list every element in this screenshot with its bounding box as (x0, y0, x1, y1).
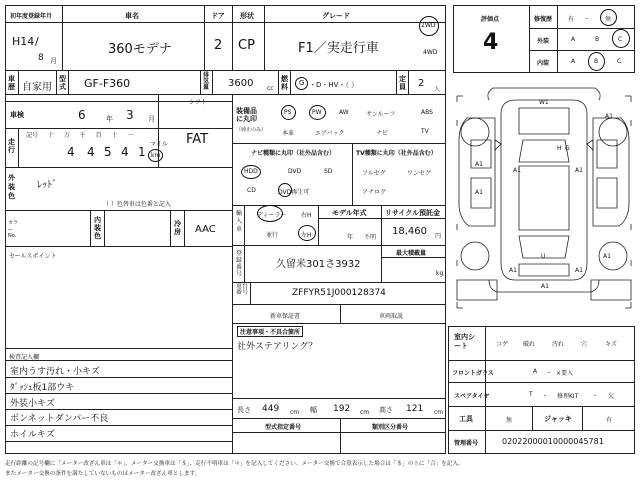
equip-pw: PW (312, 109, 322, 116)
seat-label: 室内シート (454, 333, 475, 350)
plate-label: 登録番号 (236, 250, 243, 278)
mark-a1-6: A1 (603, 253, 611, 260)
navi-dvd: DVD (288, 168, 302, 175)
mark-a1-3: A1 (513, 167, 521, 174)
height-label: 高さ (379, 406, 393, 414)
windshield-replace: ×要入 (556, 370, 574, 377)
mileage-digit-1: 4 (67, 145, 75, 159)
interior-grade-label: 内装 (537, 60, 550, 67)
inspection-month-unit: 月 (148, 115, 155, 123)
doors-label: ドア (211, 12, 225, 20)
score-label: 評価点 (481, 16, 500, 23)
spare-sep2: ・ (592, 393, 599, 400)
spare-label: スペアタイヤ (454, 393, 490, 400)
footer-line1: 走行距離の記号欄に「メーター改ざん車は「＊」、メーター交換車は「＄」、走行不明車は「＊」を記入してください。メーター交換で合算表示した場合は「＄」の上に「合」を記入。 (5, 461, 464, 467)
max-load-label: 最大積載量 (396, 250, 427, 257)
exterior-b: B (595, 36, 600, 43)
equip-leather: 本革 (282, 130, 295, 137)
seat-tear: 破れ (523, 341, 536, 348)
use-label: 車歴 (8, 75, 15, 91)
tv-oneseg: ワンセグ (407, 170, 432, 177)
model-value: 360モデナ (108, 42, 172, 57)
equip-label: 装備品に丸印 (236, 107, 257, 123)
inspector-note-5: ホイルキズ (10, 430, 55, 440)
chassis-value: ZFFYR51J000128374 (292, 288, 386, 298)
mgmt-value: 02022000010000045781 (502, 437, 604, 446)
recycle-label: リサイクル預託金 (385, 209, 441, 217)
first-reg-label: 初年度登録年月 (10, 13, 53, 20)
model-year-unknown: 不明 (364, 234, 377, 241)
grade-label: グレード (322, 12, 350, 20)
mark-g: G (565, 145, 570, 152)
ac-value: AAC (195, 224, 216, 235)
equip-aw: AW (339, 109, 349, 116)
width-unit: cm (360, 409, 370, 416)
mileage-label: 走行 (8, 138, 15, 154)
navi-cd: CD (247, 187, 256, 194)
first-reg-era: H14 (12, 35, 35, 48)
spare-sep1: ・ (542, 393, 549, 400)
mileage-digit-3: 5 (104, 145, 112, 159)
spare-kit: 修理KIT (557, 393, 579, 400)
equip-sub: （純正のみ） (236, 127, 267, 133)
first-reg-slash: / (35, 35, 39, 48)
repair-sep: ・ (584, 16, 591, 23)
drive-selected: 2WD (421, 22, 436, 29)
height-unit: cm (434, 409, 444, 416)
tv-label: TV種類に丸印（社外品含む） (356, 150, 437, 157)
mileage-digit-4: 4 (121, 145, 129, 159)
shift-label: シフト (189, 99, 208, 106)
plate-value: 久留米301さ3932 (276, 259, 361, 270)
equip-sunroof: サンルーフ (366, 111, 396, 118)
width-value: 192 (333, 404, 351, 414)
notes-label: 注意事項・不具合箇所 (237, 326, 303, 337)
docs-warranty: 新車保証書 (270, 313, 301, 320)
windshield-a: A (533, 368, 538, 375)
windshield-sep: ・ (546, 370, 553, 377)
tv-fullseg: フルセグ (362, 170, 386, 177)
exterior-a: A (571, 36, 576, 43)
navi-hdd: HDD (244, 168, 258, 175)
inspector-note-3: 外装小キズ (10, 399, 55, 409)
inspection-month: 3 (126, 108, 134, 122)
max-load-unit: kg (436, 270, 444, 277)
mark-a1-7: A1 (509, 267, 517, 274)
inspector-note-1: 室内うす汚れ・小キズ (10, 367, 100, 377)
length-unit: cm (290, 409, 300, 416)
fuel-rest: ・D・HV・（ ） (309, 81, 359, 89)
repair-label: 修復歴 (534, 16, 553, 23)
capacity-label: 定員 (399, 75, 406, 91)
seat-burn: コゲ (496, 341, 509, 348)
seat-hole: 穴 (581, 341, 588, 348)
exterior-label: 外装 (537, 38, 550, 45)
interior-label: 内装色 (94, 216, 101, 240)
inspection-label: 車検 (10, 111, 24, 119)
width-label: 幅 (310, 406, 317, 414)
sales-point-label: セールスポイント (9, 253, 57, 260)
inspector-note-2: ﾀﾞｯｼｭ板1部ウキ (10, 383, 75, 393)
seat-scratch: キズ (605, 341, 617, 348)
exterior-c: C (618, 36, 623, 43)
inspection-year-unit: 年 (106, 115, 113, 123)
body-type-value: CP (238, 38, 255, 53)
mileage-digit-2: 4 (87, 145, 95, 159)
inspector-note-4: ボンネットダンパー不良 (10, 414, 109, 424)
docs-manual: 車両取説 (379, 313, 404, 320)
tools-value: 無 (506, 417, 513, 424)
seat-stain: 汚れ (552, 341, 565, 348)
import-label: 輸入車 (236, 210, 243, 233)
recycle-value: 18,460 (392, 226, 427, 237)
mark-u: U (541, 253, 546, 260)
interior-grade-b: B (594, 58, 599, 65)
mark-a1-2: A1 (605, 113, 613, 120)
ac-label: 冷房 (174, 220, 181, 236)
equip-tv: TV (421, 128, 429, 135)
use-value: 自家用 (22, 82, 52, 93)
model-label: 車名 (125, 12, 139, 20)
mileage-header: 記号 十 万 千 百 十 一 (26, 132, 134, 139)
repair-yes: 有 (568, 16, 575, 23)
model-year-label: モデル年式 (332, 209, 367, 217)
mark-h: H (557, 145, 562, 152)
windshield-label: フロントガラス (452, 370, 494, 377)
mark-a1-5: A1 (475, 189, 483, 196)
jack-label: ジャッキ (544, 415, 572, 423)
capacity-unit: 人 (434, 86, 441, 93)
footer-line2: またメーター交換の条件を満たしていないものはメーター改ざん車とします。 (5, 471, 201, 477)
fuel-label: 燃料 (281, 75, 288, 91)
interior-grade-a: A (571, 58, 576, 65)
length-value: 449 (262, 404, 280, 414)
car-damage-diagram (453, 80, 635, 320)
navi-dvd-play: DVD再生可 (278, 189, 310, 196)
import-left: 左H (301, 232, 312, 239)
grade-value: F1／実走行車 (298, 41, 379, 56)
type-no-label: 型式指定番号 (265, 424, 302, 431)
capacity-value: 2 (418, 78, 425, 89)
import-right: 右H (301, 212, 312, 219)
recycle-unit: 円 (435, 233, 442, 240)
mileage-unit: km (151, 152, 161, 159)
mileage-digit-5: 1 (138, 145, 146, 159)
mark-a1-8: A1 (575, 267, 583, 274)
mgmt-label: 管理番号 (454, 440, 479, 447)
model-code-value: GF-F360 (84, 77, 131, 90)
shift-value: FAT (186, 132, 209, 147)
color-no-label: カラーNo. (8, 220, 19, 239)
inspection-year: 6 (78, 108, 86, 122)
color-note: （ ）色替車は色番と記入 (103, 201, 171, 208)
mark-a1-9: A1 (541, 283, 549, 290)
doors-value: 2 (214, 38, 223, 53)
model-year-year: 年 (347, 234, 354, 241)
length-label: 長さ (237, 406, 251, 414)
notes-value: 社外ステアリング？ (237, 342, 318, 352)
drive-alt: 4WD (423, 49, 438, 56)
repair-no: 無 (605, 16, 612, 23)
score-value: 4 (483, 30, 499, 55)
equip-abs: ABS (421, 109, 433, 116)
navi-sd: SD (324, 168, 333, 175)
navi-label: ナビ種類に丸印（社外品含む） (251, 150, 336, 157)
height-value: 121 (406, 404, 424, 414)
first-reg-month: 8 (38, 53, 44, 63)
mileage-unit-label: マイル (150, 141, 168, 148)
fuel-selected: G (299, 79, 305, 87)
mark-a1-4: A1 (575, 167, 583, 174)
equip-airbag: エアバック (315, 130, 345, 137)
body-type-label: 形状 (240, 12, 254, 20)
mark-a1-1: A1 (475, 161, 483, 168)
model-code-label: 型式 (59, 75, 66, 91)
equip-navi: ナビ (376, 130, 389, 137)
color-label: 外装色 (8, 174, 15, 200)
jack-value: 有 (606, 417, 613, 424)
color-value: ﾚｯﾄﾞ (37, 180, 57, 191)
displacement-value: 3600 (228, 78, 254, 89)
import-parallel: 並行 (266, 232, 279, 239)
tv-analog: アナログ (362, 189, 387, 196)
chassis-label: 車台番号 (236, 283, 249, 296)
import-dealer: ディーラー (257, 212, 287, 219)
tools-label: 工具 (459, 415, 473, 423)
mark-w1: W1 (539, 99, 549, 106)
class-no-label: 類別区分番号 (372, 424, 409, 431)
displacement-label: 排気量 (203, 72, 210, 91)
first-reg-month-unit: 月 (50, 57, 57, 65)
interior-grade-c: C (617, 58, 622, 65)
spare-t: T (529, 391, 533, 398)
spare-none: 欠 (608, 393, 615, 400)
displacement-unit: cc (267, 85, 274, 92)
inspector-label: 検査記入欄 (9, 354, 40, 361)
equip-ps: PS (284, 109, 292, 116)
